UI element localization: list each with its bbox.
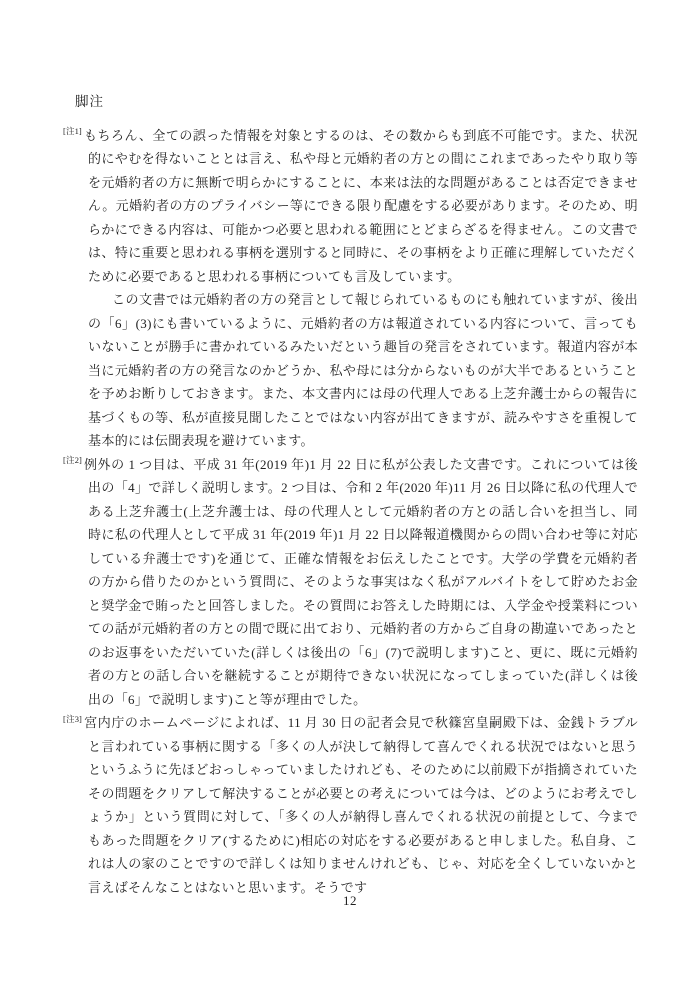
footnotes-heading: 脚注 — [75, 94, 104, 109]
footnote-1-paragraph-2: この文書では元婚約者の方の発言として報じられているものにも触れていますが、後出の「6」(3)にも書いているように、元婚約者の方は報道されている内容について、言ってもいないことが勝手に書かれているみたいだという趣旨の発言をされています。報道内容が本当に元婚約者の方の発言なのかどうか、私や母には分からないものが大半であるということを予めお断りしておきます。また、本文書内には母の代理人である上芝弁護士からの報告に基づくもの等、私が直接見聞したことではない内容が出てきますが、読みやすさを重視して基本的には伝聞表現を避けています。 — [88, 292, 638, 448]
document-content — [63, 90, 638, 899]
footnote-1-text: もちろん、全ての誤った情報を対象とするのは、その数からも到底不可能です。また、状況的にやむを得ないこととは言え、私や母と元婚約者の方との間にこれまであったやり取り等を元婚約者の方に無断で明らかにすることに、本来は法的な問題があることは否定できません。元婚約者の方のプライバシー等にできる限り配慮をする必要があります。そのため、明らかにできる内容は、可能かつ必要と思われる範囲にとどまらざるを得ません。この文書では、特に重要と思われる事柄を選別すると同時に、その事柄をより正確に理解していただくために必要であると思われる事柄についても言及しています。 — [83, 127, 638, 284]
footnote-3-text: 宮内庁のホームページによれば、11 月 30 日の記者会見で秋篠宮皇嗣殿下は、金銭トラブルと言われている事柄に関する「多くの人が決して納得して喜んでくれる状況ではないと思うというふうに先ほどおっしゃっていましたけれども、そのために以前殿下が指摘されていたその問題をクリアして解決することが必要との考えについては今は、どのようにお考えでしょうか」という質問に対して、「多くの人が納得し喜んでくれる状況の前提として、今までもあった問題をクリア(するために)相応の対応をする必要があると申しました。私自身、これは人の家のことですので詳しくは知りませんけれども、じゃ、対応を全くしていないかと言えばそんなことはないと思います。そうです — [83, 715, 638, 895]
footnote-3-marker: [注3] — [63, 713, 82, 724]
page-number: 12 — [343, 893, 357, 908]
footnote-2 — [63, 453, 638, 712]
footnote-2-marker: [注2] — [63, 455, 82, 466]
footnote-2-text: 例外の 1 つ目は、平成 31 年(2019 年)1 月 22 日に私が公表した文書です。これについては後出の「4」で詳しく説明します。2 つ目は、令和 2 年(2020 年)11 月 26 日以降に私の代理人である上芝弁護士(上芝弁護士は、母の代理人として元婚約者の方との話し合いを担当し、同時に私の代理人として平成 31 年(2019 年)1 月 22 日以降報道機関からの問い合わせ等に対応している弁護士です)を通じて、正確な情報をお伝えしたことです。大学の学費を元婚約者の方から借りたのかという質問に、そのような事実はなく私がアルバイトをして貯めたお金と奨学金で賄ったと回答しました。その質問にお答えした時期には、入学金や授業料についての話が元婚約者の方との間で既に出ており、元婚約者の方からご自身の勘違いであったとのお返事をいただいていた(詳しくは後出の「6」(7)で説明します)こと、更に、既に元婚約者の方との話し合いを継続することが期待できない状況になってしまっていた(詳しくは後出の「6」で説明します)こと等が理由でした。 — [83, 456, 638, 707]
footnote-3 — [63, 711, 638, 899]
footnote-1 — [63, 124, 638, 453]
footnote-1-marker: [注1] — [63, 126, 82, 137]
